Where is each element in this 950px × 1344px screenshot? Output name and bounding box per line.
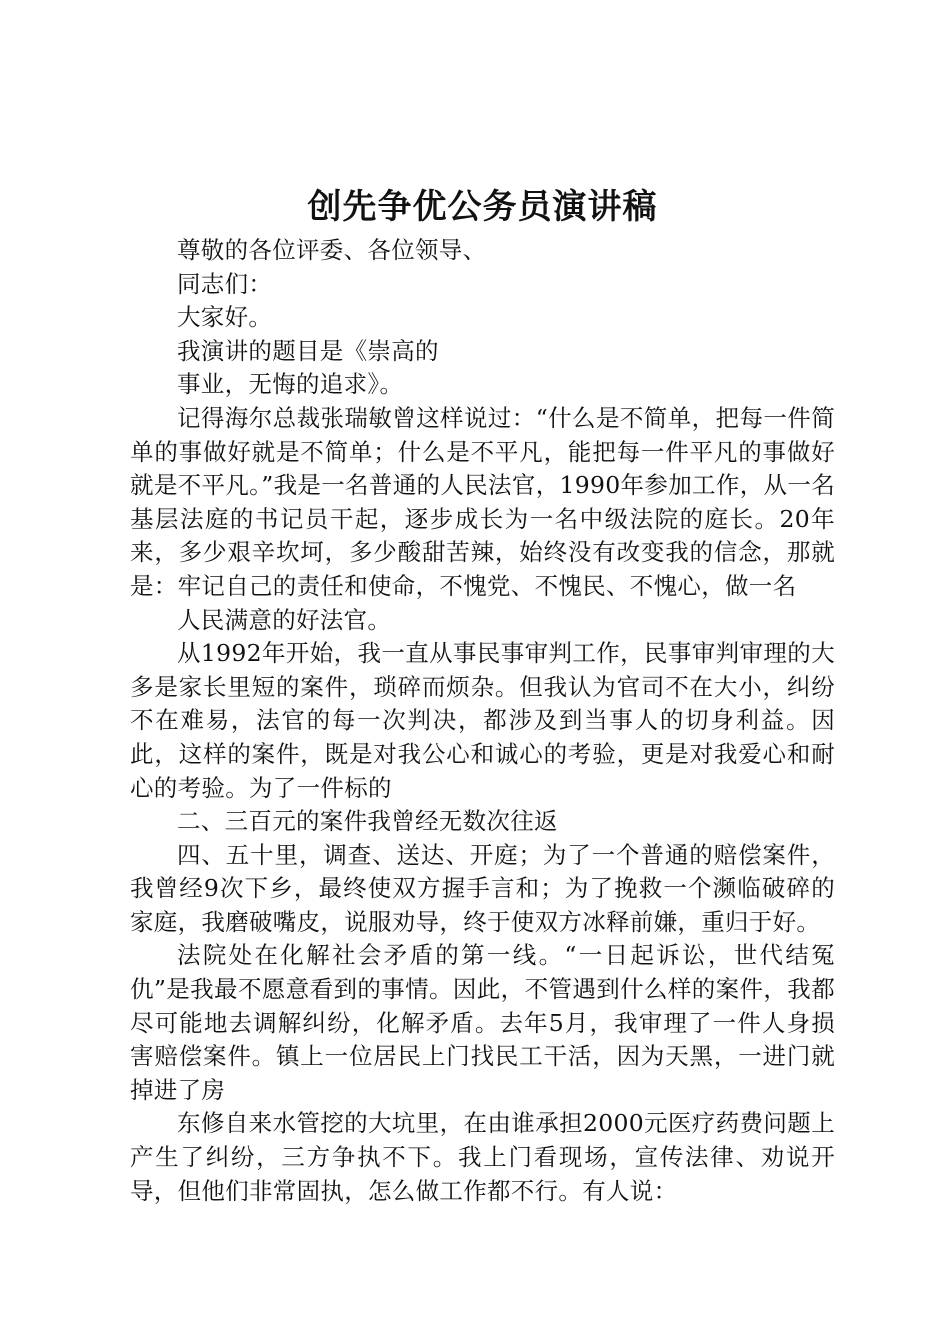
document-title: 创先争优公务员演讲稿	[307, 187, 658, 227]
paragraph: 人民满意的好法官。	[177, 605, 392, 634]
document-page	[130, 0, 835, 1344]
paragraph: 事业，无悔的追求》。	[177, 370, 404, 399]
paragraph: 大家好。	[177, 303, 273, 332]
paragraph: 从1992年开始，我一直从事民事审判工作，民事审判审理的大多是家长里短的案件，琐碎而烦杂。但我认为官司不在大小，纠纷不在难易，法官的每一次判决，都涉及到当事人的切身利益。因此，这样的案件，既是对我公心和诚心的考验，更是对我爱心和耐心的考验。为了一件标的	[130, 639, 835, 802]
paragraph: 四、五十里，调查、送达、开庭；为了一个普通的赔偿案件，我曾经9次下乡，最终使双方握手言和；为了挽救一个濒临破碎的家庭，我磨破嘴皮，说服劝导，终于使双方冰释前嫌，重归于好。	[130, 840, 835, 936]
paragraph: 记得海尔总裁张瑞敏曾这样说过：“什么是不简单，把每一件简单的事做好就是不简单；什么是不平凡，能把每一件平凡的事做好就是不平凡。”我是一名普通的人民法官，1990年参加工作，从一名基层法庭的书记员干起，逐步成长为一名中级法院的庭长。20年来，多少艰辛坎坷，多少酸甜苦辣，始终没有改变我的信念，那就是：牢记自己的责任和使命，不愧党、不愧民、不愧心，做一名	[130, 403, 835, 600]
paragraph: 同志们：	[177, 269, 273, 298]
paragraph: 我演讲的题目是《崇高的	[177, 336, 439, 365]
document-body	[130, 234, 835, 1208]
paragraph: 东修自来水管挖的大坑里，在由谁承担2000元医疗药费问题上产生了纠纷，三方争执不下。我上门看现场，宣传法律、劝说开导，但他们非常固执，怎么做工作都不行。有人说：	[130, 1109, 835, 1205]
paragraph: 二、三百元的案件我曾经无数次往返	[177, 807, 558, 836]
paragraph: 尊敬的各位评委、各位领导、	[177, 236, 487, 264]
paragraph: 法院处在化解社会矛盾的第一线。“一日起诉讼，世代结冤仇”是我最不愿意看到的事情。因此，不管遇到什么样的案件，我都尽可能地去调解纠纷，化解矛盾。去年5月，我审理了一件人身损害赔偿案件。镇上一位居民上门找民工干活，因为天黑，一进门就掉进了房	[130, 941, 835, 1104]
